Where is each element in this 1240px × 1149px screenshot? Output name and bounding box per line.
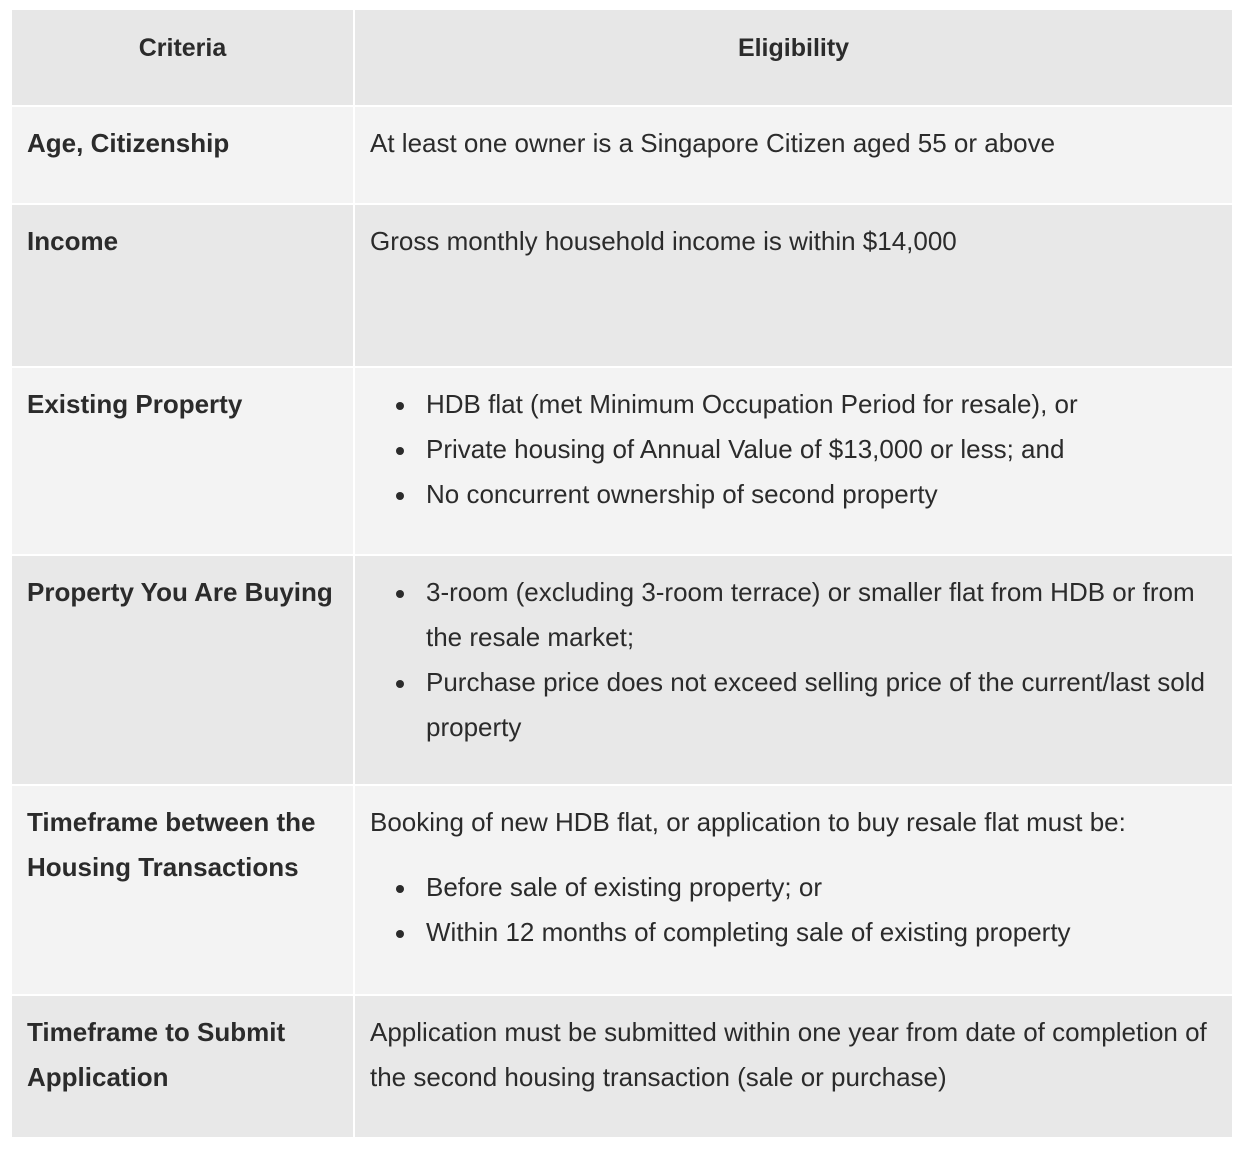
- bullet-item: Purchase price does not exceed selling price of the current/last sold property: [370, 660, 1218, 750]
- criteria-cell: Age, Citizenship: [12, 107, 353, 205]
- eligibility-lead-text: Booking of new HDB flat, or application to buy resale flat must be:: [370, 807, 1126, 837]
- eligibility-bullet-list: [370, 865, 1218, 955]
- criteria-cell: Timeframe to Submit Application: [12, 996, 353, 1139]
- eligibility-bullet-list: [370, 570, 1218, 750]
- bullet-item: Within 12 months of completing sale of existing property: [370, 910, 1218, 955]
- eligibility-table: [12, 10, 1232, 1139]
- bullet-item: No concurrent ownership of second property: [370, 472, 1218, 517]
- eligibility-cell: [353, 786, 1232, 996]
- table-row: [12, 996, 1232, 1139]
- bullet-item: HDB flat (met Minimum Occupation Period for resale), or: [370, 382, 1218, 427]
- table-row: [12, 205, 1232, 368]
- criteria-cell: Income: [12, 205, 353, 368]
- criteria-cell: Property You Are Buying: [12, 556, 353, 786]
- eligibility-cell: At least one owner is a Singapore Citizen aged 55 or above: [353, 107, 1232, 205]
- table-row: [12, 556, 1232, 786]
- table-row: [12, 107, 1232, 205]
- eligibility-bullet-list: [370, 382, 1218, 517]
- column-header-criteria: Criteria: [12, 10, 353, 107]
- table-row: [12, 368, 1232, 556]
- table-row: [12, 786, 1232, 996]
- bullet-item: Before sale of existing property; or: [370, 865, 1218, 910]
- criteria-cell: Timeframe between the Housing Transactions: [12, 786, 353, 996]
- table-header-row: [12, 10, 1232, 107]
- eligibility-cell: [353, 556, 1232, 786]
- eligibility-cell: Application must be submitted within one year from date of completion of the second housing transaction (sale or purchase): [353, 996, 1232, 1139]
- bullet-item: Private housing of Annual Value of $13,000 or less; and: [370, 427, 1218, 472]
- criteria-cell: Existing Property: [12, 368, 353, 556]
- eligibility-cell: Gross monthly household income is within $14,000: [353, 205, 1232, 368]
- eligibility-cell: [353, 368, 1232, 556]
- column-header-eligibility: Eligibility: [353, 10, 1232, 107]
- bullet-item: 3-room (excluding 3-room terrace) or smaller flat from HDB or from the resale market;: [370, 570, 1218, 660]
- eligibility-table-container: [12, 10, 1232, 1139]
